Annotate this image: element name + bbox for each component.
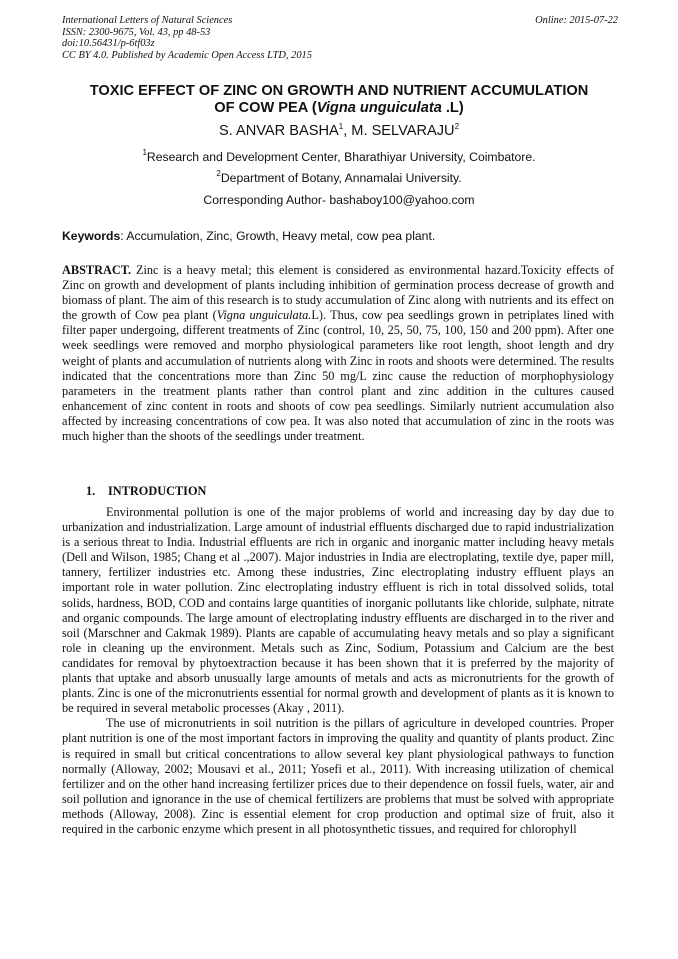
abstract-text-1: Zinc is a heavy metal; this element is considered as environmental hazard.Toxicity effects of Zinc on growth and development of plants including inhibition of germination process decrease of growth and biomass of plant. The aim of this research is to study accumulation of Zinc along with nutrients and its effect on the growth of Cow pea plant ( (62, 263, 614, 323)
abstract (62, 263, 614, 444)
author-2: M. SELVARAJU (351, 123, 455, 139)
affiliation-1-text: Research and Development Center, Bharathiyar University, Coimbatore. (146, 150, 536, 164)
author-2-affil-mark: 2 (454, 122, 460, 131)
introduction-body (62, 505, 614, 837)
online-date: Online: 2015-07-22 (535, 15, 618, 26)
affiliation-2-text: Department of Botany, Annamalai University. (220, 171, 462, 185)
journal-issn: ISSN: 2300-9675, Vol. 43, pp 48-53 (62, 26, 211, 38)
keywords-label: Keywords (62, 229, 121, 243)
corresponding-author: Corresponding Author- bashaboy100@yahoo.com (203, 193, 475, 207)
author-separator: , (343, 123, 352, 139)
journal-license: CC BY 4.0. Published by Academic Open Access LTD, 2015 (62, 49, 312, 61)
journal-name: International Letters of Natural Sciences (62, 15, 233, 26)
journal-doi: doi:10.56431/p-6tf03z (62, 38, 155, 50)
affiliation-2 (0, 171, 678, 185)
journal-header (62, 15, 618, 61)
section-title: INTRODUCTION (108, 484, 207, 498)
paper-title (40, 83, 638, 117)
abstract-text-2: L). Thus, cow pea seedlings grown in petriplates lined with filter paper undergoing, different treatments of Zinc (control, 10, 25, 50, 75, 100, 150 and 200 ppm). After one week seedlings were removed and morpho physiological parameters like root length, shoot length and dry weight of plants and accumulation of nutrients along with Zinc in roots and shoots were determined. The results indicated that the concentrations more than Zinc 50 mg/L zinc cause the reduction of morphophysiology parameters in the treatment plants rather than control plant and zinc addition in the cultures caused enhancement of zinc content in roots and shoots of cow pea seedlings. Similarly nutrient accumulation also affected by increasing concentrations of cow pea. It was also noted that accumulation of zinc in the roots was much higher than the shoots of the seedlings under treatment. (62, 308, 615, 444)
keywords (62, 229, 618, 243)
intro-paragraph-2: The use of micronutrients in soil nutrition is the pillars of agriculture in developed countries. Proper plant nutrition is one of the most important factors in improving the quality and quantity of plants product. Zinc is required in small but critical concentrations to allow several key plant physiological pathways to function normally (Alloway, 2002; Mousavi et al., 2011; Yosefi et al., 2011). With increasing utilization of chemical fertilizer and on the other hand increasing fertilizer prices due to their dependence on fossil fuels, water, air and soil pollution and ignorance in the use of chemical fertilizers are problems that must be solved with appropriate methods (Alloway, 2008). Zinc is essential element for crop production and optimal size of fruit, also it required in the carbonic enzyme which present in all photosynthetic tissues, and required for chlorophyll (62, 716, 614, 836)
title-line-2-prefix: OF COW PEA ( (214, 100, 317, 116)
section-heading-introduction (86, 484, 206, 499)
section-number: 1. (86, 484, 96, 498)
affiliation-2-mark: 2 (216, 169, 221, 178)
abstract-label: ABSTRACT. (62, 263, 132, 277)
title-species: Vigna unguiculata (316, 100, 442, 116)
keywords-text: : Accumulation, Zinc, Growth, Heavy metal, cow pea plant. (120, 229, 436, 243)
title-line-2-suffix: .L) (441, 100, 464, 116)
author-1-affil-mark: 1 (338, 122, 344, 131)
author-list (0, 122, 678, 140)
author-1: S. ANVAR BASHA (218, 123, 339, 139)
intro-paragraph-1: Environmental pollution is one of the major problems of world and increasing day by day due to urbanization and industrialization. Large amount of industrial effluents discharged due to rapid industrialization is a serious threat to India. Industrial effluents are rich in organic and inorganic matter including heavy metals (Dell and Wilson, 1985; Chang et al .,2007). Major industries in India are electroplating, textile dye, paper mill, tannery, fertilizer industries etc. Among these industries, Zinc electroplating industry effluent plays an important role in water pollution. Zinc electroplating industry effluent is rich in total dissolved solids, total solids, hardness, BOD, COD and contains large quantities of inorganic pollutants like chloride, sulphate, nitrate and organic compounds. The large amount of electroplating industry effluents are discharged in to the river and soil (Marschner and Cakmak 1989). Plants are capable of accumulating heavy metals and so play a significant role in cleaning up the environment. Metals such as Zinc, Sodium, Potassium and Calcium are the best candidates for removal by phytoextraction because it has been shown that it is preferred by the majority of plants that uptake and absorb unusually large amounts of metals and acts as micronutrients for the growth of plants. Zinc is one of the micronutrients essential for normal growth and development of plants as it is known to be required in several metabolic processes (Akay , 2011). (62, 505, 614, 716)
title-line-1: TOXIC EFFECT OF ZINC ON GROWTH AND NUTRIENT ACCUMULATION (89, 83, 589, 99)
affiliation-1 (0, 150, 678, 164)
title-line-2 (40, 100, 638, 117)
abstract-species: Vigna unguiculata. (216, 308, 312, 323)
affiliation-1-mark: 1 (142, 148, 147, 157)
